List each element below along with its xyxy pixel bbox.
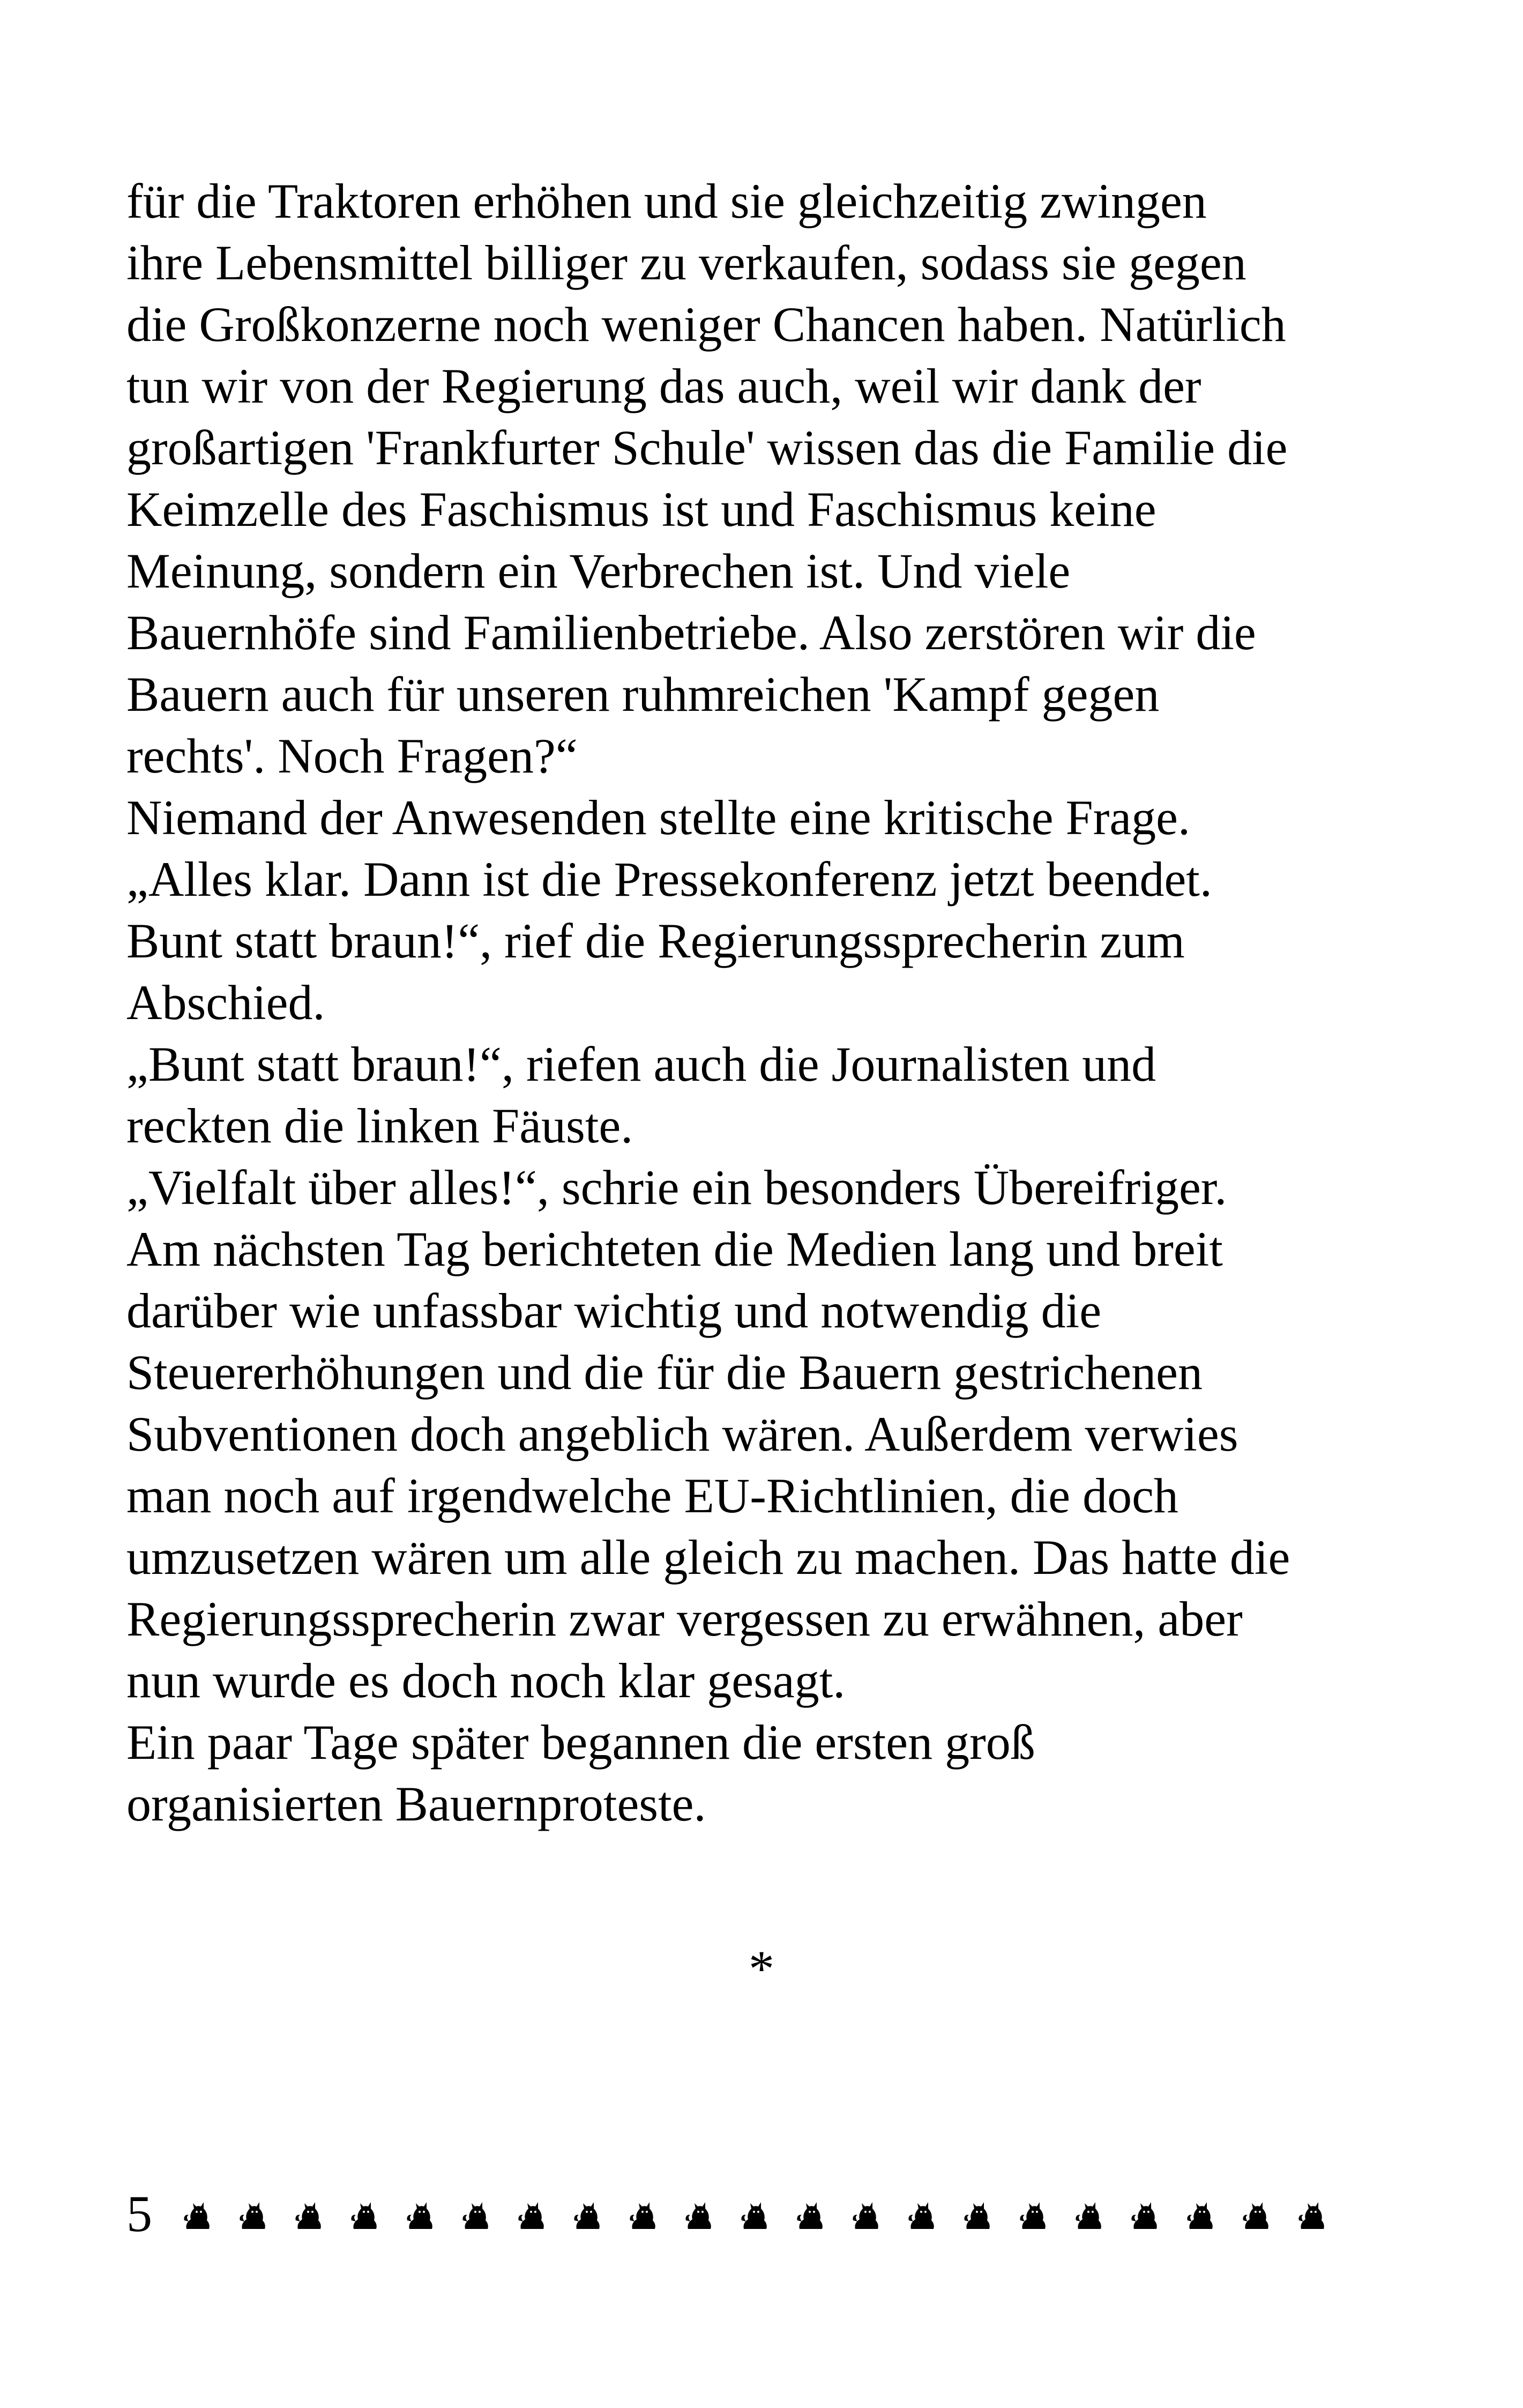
text-line: umzusetzen wären um alle gleich zu machen. Das hatte die xyxy=(126,1530,1290,1585)
text-line: Bunt statt braun!“, rief die Regierungssprecherin zum xyxy=(126,913,1185,968)
text-line: organisierten Bauernproteste. xyxy=(126,1777,706,1831)
text-line: Keimzelle des Faschismus ist und Faschismus keine xyxy=(126,482,1156,537)
text-line: „Vielfalt über alles!“, schrie ein besonders Übereifriger. xyxy=(126,1160,1227,1215)
text-line: Am nächsten Tag berichteten die Medien lang und breit xyxy=(126,1222,1223,1276)
text-line: „Bunt statt braun!“, riefen auch die Journalisten und xyxy=(126,1037,1156,1091)
text-line: Abschied. xyxy=(126,975,325,1030)
text-line: Subventionen doch angeblich wären. Außerdem verwies xyxy=(126,1407,1238,1461)
cat-icon xyxy=(1186,2198,1215,2230)
page-footer xyxy=(126,2182,1327,2246)
page-number: 5 xyxy=(126,2185,152,2242)
text-line: „Alles klar. Dann ist die Pressekonferenz jetzt beendet. xyxy=(126,852,1212,906)
text-line: tun wir von der Regierung das auch, weil wir dank der xyxy=(126,359,1201,413)
text-line: Bauern auch für unseren ruhmreichen 'Kampf gegen xyxy=(126,667,1160,722)
text-line: nun wurde es doch noch klar gesagt. xyxy=(126,1653,846,1708)
text-line: die Großkonzerne noch weniger Chancen haben. Natürlich xyxy=(126,297,1286,352)
cat-icon xyxy=(350,2198,379,2230)
text-line: Bauernhöfe sind Familienbetriebe. Also zerstören wir die xyxy=(126,605,1256,660)
text-line: Steuererhöhungen und die für die Bauern gestrichenen xyxy=(126,1345,1203,1400)
cat-icon xyxy=(1019,2198,1048,2230)
text-line: Regierungssprecherin zwar vergessen zu erwähnen, aber xyxy=(126,1592,1243,1646)
cat-ornament-row xyxy=(183,2198,1327,2230)
cat-icon xyxy=(518,2198,547,2230)
text-line: Meinung, sondern ein Verbrechen ist. Und viele xyxy=(126,544,1071,598)
cat-icon xyxy=(629,2198,658,2230)
cat-icon xyxy=(1075,2198,1104,2230)
body-text xyxy=(126,170,1445,1835)
cat-icon xyxy=(462,2198,491,2230)
cat-icon xyxy=(964,2198,992,2230)
text-line: reckten die linken Fäuste. xyxy=(126,1098,633,1153)
text-line: Ein paar Tage später begannen die ersten groß xyxy=(126,1715,1035,1770)
cat-icon xyxy=(796,2198,825,2230)
text-line: darüber wie unfassbar wichtig und notwendig die xyxy=(126,1283,1102,1338)
text-line: man noch auf irgendwelche EU-Richtlinien, die doch xyxy=(126,1468,1178,1523)
text-line: für die Traktoren erhöhen und sie gleichzeitig zwingen xyxy=(126,174,1207,228)
text-line: Niemand der Anwesenden stellte eine kritische Frage. xyxy=(126,790,1191,845)
text-line: ihre Lebensmittel billiger zu verkaufen, sodass sie gegen xyxy=(126,235,1246,290)
cat-icon xyxy=(852,2198,881,2230)
cat-icon xyxy=(741,2198,770,2230)
cat-icon xyxy=(573,2198,602,2230)
text-line: großartigen 'Frankfurter Schule' wissen das die Familie die xyxy=(126,420,1288,475)
cat-icon xyxy=(1242,2198,1271,2230)
cat-icon xyxy=(908,2198,937,2230)
cat-icon xyxy=(1131,2198,1160,2230)
cat-icon xyxy=(295,2198,324,2230)
cat-icon xyxy=(685,2198,714,2230)
cat-icon xyxy=(183,2198,212,2230)
cat-icon xyxy=(1298,2198,1327,2230)
text-line: rechts'. Noch Fragen?“ xyxy=(126,729,578,783)
cat-icon xyxy=(406,2198,435,2230)
section-separator: * xyxy=(749,1940,774,1997)
cat-icon xyxy=(239,2198,268,2230)
